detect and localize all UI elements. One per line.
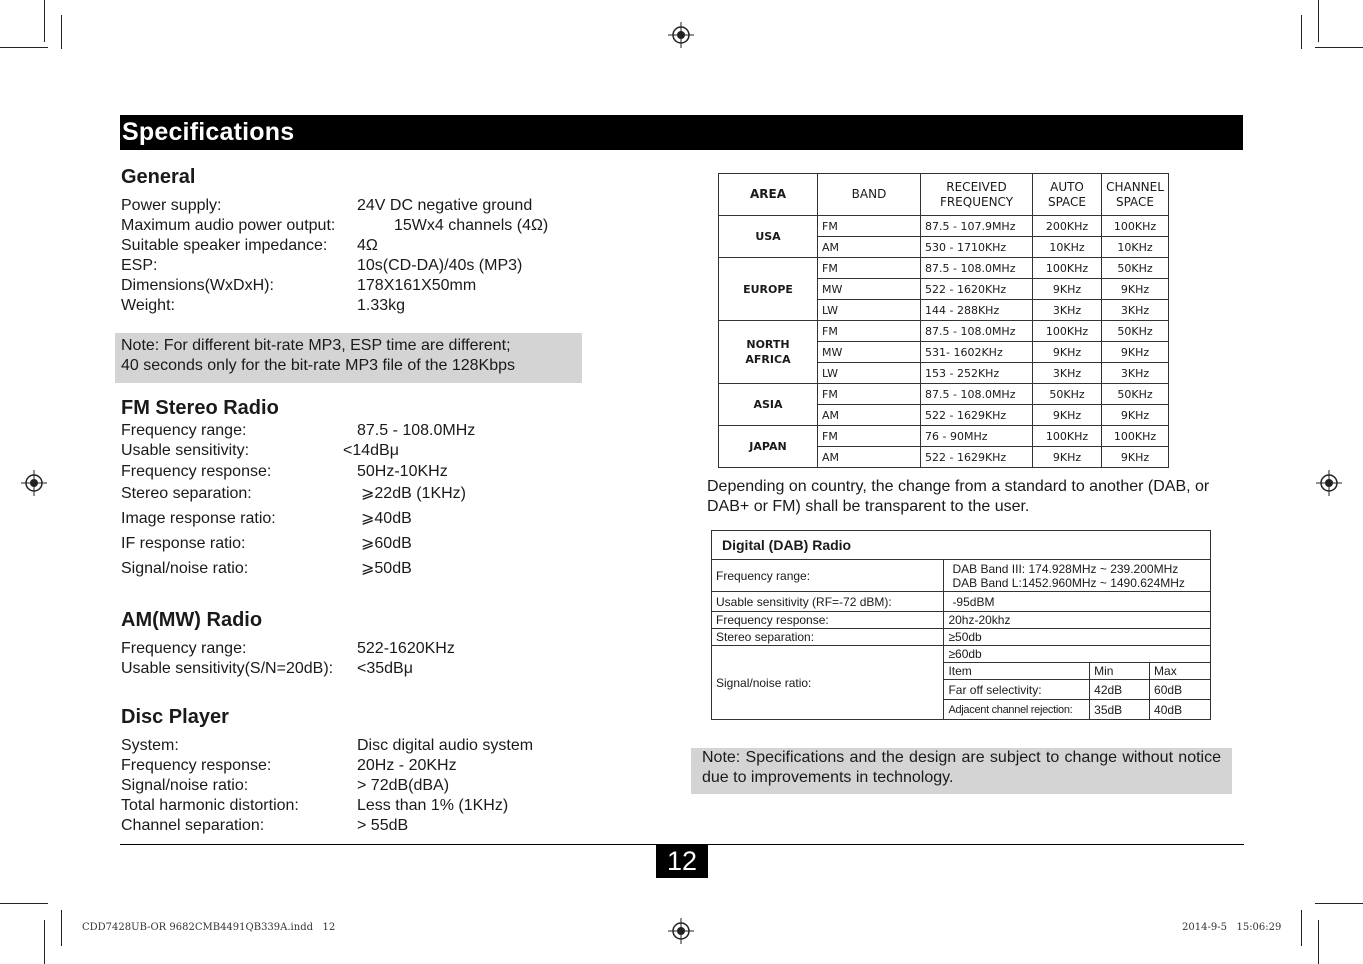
spec-label: System: xyxy=(121,737,179,754)
page-number: 12 xyxy=(656,844,708,878)
crop-mark xyxy=(61,15,62,49)
dab-value: 20hz-20khz xyxy=(944,612,1211,629)
spec-label: Signal/noise ratio: xyxy=(121,777,249,794)
sub-item: Adjacent channel rejection: xyxy=(944,700,1090,720)
dab-value: -95dBM xyxy=(944,592,1211,612)
crop-mark xyxy=(61,910,62,946)
spec-value: 50Hz-10KHz xyxy=(357,463,448,480)
band-cell: AM xyxy=(818,405,921,426)
auto-space-cell: 200KHz xyxy=(1033,216,1102,237)
section-title-disc: Disc Player xyxy=(121,706,229,728)
spec-value: Less than 1% (1KHz) xyxy=(357,797,509,814)
table-row xyxy=(719,258,1169,279)
freq-cell: 522 - 1629KHz xyxy=(921,447,1033,468)
channel-space-cell: 100KHz xyxy=(1102,426,1169,447)
channel-space-cell: 9KHz xyxy=(1102,447,1169,468)
dab-label: Frequency response: xyxy=(712,612,944,629)
crop-mark xyxy=(1318,0,1319,42)
freq-cell: 144 - 288KHz xyxy=(921,300,1033,321)
spec-value: 20Hz - 20KHz xyxy=(357,757,457,774)
spec-label: Weight: xyxy=(121,297,175,314)
freq-cell: 87.5 - 108.0MHz xyxy=(921,384,1033,405)
registration-mark-icon xyxy=(668,22,694,48)
spec-label: Frequency range: xyxy=(121,422,247,439)
table-header-row xyxy=(719,174,1169,216)
freq-cell: 87.5 - 108.0MHz xyxy=(921,258,1033,279)
spec-value: 178X161X50mm xyxy=(357,277,477,294)
esp-note-line: Note: For different bit-rate MP3, ESP time are different; xyxy=(121,337,511,354)
table-row xyxy=(712,592,1211,612)
freq-cell: 530 - 1710KHz xyxy=(921,237,1033,258)
band-cell: FM xyxy=(818,321,921,342)
table-header: BAND xyxy=(818,174,921,216)
spec-label: Channel separation: xyxy=(121,817,265,834)
table-row xyxy=(719,321,1169,342)
dab-label: Signal/noise ratio: xyxy=(712,646,944,720)
table-header: AREA xyxy=(719,174,818,216)
sub-header: Min xyxy=(1090,663,1150,680)
channel-space-cell: 10KHz xyxy=(1102,237,1169,258)
crop-mark xyxy=(44,920,45,964)
crop-mark xyxy=(1301,910,1302,946)
channel-space-cell: 100KHz xyxy=(1102,216,1169,237)
sub-max: 40dB xyxy=(1150,700,1211,720)
area-cell: USA xyxy=(719,216,818,258)
dab-value: ≥60db xyxy=(944,646,1211,663)
spec-label: Power supply: xyxy=(121,197,222,214)
dab-title: Digital (DAB) Radio xyxy=(712,531,1211,560)
spec-value: Disc digital audio system xyxy=(357,737,534,754)
table-row xyxy=(719,426,1169,447)
freq-cell: 87.5 - 108.0MHz xyxy=(921,321,1033,342)
band-cell: FM xyxy=(818,426,921,447)
crop-mark xyxy=(1315,47,1363,48)
change-note: Note: Specifications and the design are subject to change without notice due to improvements in technology. xyxy=(691,748,1232,794)
spec-value: 522-1620KHz xyxy=(357,640,455,657)
freq-cell: 76 - 90MHz xyxy=(921,426,1033,447)
auto-space-cell: 100KHz xyxy=(1033,426,1102,447)
slug-file: CDD7428UB-OR 9682CMB4491QB339A.indd 12 xyxy=(82,922,336,933)
auto-space-cell: 3KHz xyxy=(1033,363,1102,384)
spec-value: <14dBμ xyxy=(343,442,399,459)
table-header: AUTO SPACE xyxy=(1033,174,1102,216)
auto-space-cell: 9KHz xyxy=(1033,447,1102,468)
crop-mark xyxy=(1301,15,1302,49)
band-cell: AM xyxy=(818,237,921,258)
spec-label: Usable sensitivity(S/N=20dB): xyxy=(121,660,334,677)
dab-value: ≥50db xyxy=(944,629,1211,646)
auto-space-cell: 100KHz xyxy=(1033,258,1102,279)
dab-freq-line: DAB Band III: 174.928MHz ~ 239.200MHz xyxy=(952,561,1179,576)
auto-space-cell: 9KHz xyxy=(1033,279,1102,300)
crop-mark xyxy=(44,0,45,42)
sub-header: Item xyxy=(944,663,1090,680)
spec-label: Maximum audio power output: xyxy=(121,217,336,234)
freq-cell: 522 - 1620KHz xyxy=(921,279,1033,300)
spec-value: ⩾22dB (1KHz) xyxy=(361,485,466,502)
band-cell: LW xyxy=(818,363,921,384)
band-cell: FM xyxy=(818,258,921,279)
band-cell: MW xyxy=(818,279,921,300)
spec-value: ⩾50dB xyxy=(361,560,412,577)
spec-label: Image response ratio: xyxy=(121,510,276,527)
esp-note xyxy=(115,333,582,383)
area-cell: NORTH AFRICA xyxy=(719,321,818,384)
spec-label: Frequency response: xyxy=(121,757,272,774)
band-cell: AM xyxy=(818,447,921,468)
channel-space-cell: 9KHz xyxy=(1102,279,1169,300)
spec-value: 24V DC negative ground xyxy=(357,197,533,214)
crop-mark xyxy=(0,903,48,904)
auto-space-cell: 10KHz xyxy=(1033,237,1102,258)
table-row xyxy=(719,384,1169,405)
auto-space-cell: 9KHz xyxy=(1033,342,1102,363)
dab-label: Usable sensitivity (RF=-72 dBM): xyxy=(712,592,944,612)
table-row xyxy=(712,629,1211,646)
spec-value: ⩾60dB xyxy=(361,535,412,552)
spec-value: 87.5 - 108.0MHz xyxy=(357,422,476,439)
spec-label: Total harmonic distortion: xyxy=(121,797,299,814)
channel-space-cell: 50KHz xyxy=(1102,321,1169,342)
band-cell: FM xyxy=(818,384,921,405)
section-title-fm: FM Stereo Radio xyxy=(121,397,279,419)
dab-freq-line: DAB Band L:1452.960MHz ~ 1490.624MHz xyxy=(952,575,1185,590)
channel-space-cell: 3KHz xyxy=(1102,300,1169,321)
spec-label: Frequency response: xyxy=(121,463,272,480)
sub-max: 60dB xyxy=(1150,680,1211,700)
freq-cell: 87.5 - 107.9MHz xyxy=(921,216,1033,237)
freq-cell: 522 - 1629KHz xyxy=(921,405,1033,426)
registration-mark-icon xyxy=(668,918,694,944)
freq-cell: 153 - 252KHz xyxy=(921,363,1033,384)
spec-value: 4Ω xyxy=(357,237,378,254)
channel-space-cell: 50KHz xyxy=(1102,258,1169,279)
channel-space-cell: 50KHz xyxy=(1102,384,1169,405)
area-cell: EUROPE xyxy=(719,258,818,321)
channel-space-cell: 9KHz xyxy=(1102,405,1169,426)
auto-space-cell: 9KHz xyxy=(1033,405,1102,426)
auto-space-cell: 3KHz xyxy=(1033,300,1102,321)
spec-label: Usable sensitivity: xyxy=(121,442,250,459)
spec-value: 10s(CD-DA)/40s (MP3) xyxy=(357,257,523,274)
freq-cell: 531- 1602KHz xyxy=(921,342,1033,363)
spec-value: ⩾40dB xyxy=(361,510,412,527)
sub-item: Far off selectivity: xyxy=(944,680,1090,700)
spec-label: Signal/noise ratio: xyxy=(121,560,249,577)
sub-min: 42dB xyxy=(1090,680,1150,700)
dab-label: Frequency range: xyxy=(712,560,944,592)
table-row xyxy=(712,560,1211,592)
page-title: Specifications xyxy=(120,115,1243,150)
channel-space-cell: 3KHz xyxy=(1102,363,1169,384)
dab-value xyxy=(944,560,1211,592)
spec-label: IF response ratio: xyxy=(121,535,246,552)
area-cell: ASIA xyxy=(719,384,818,426)
spec-value: 15Wx4 channels (4Ω) xyxy=(394,217,549,234)
section-title-general: General xyxy=(121,166,196,188)
sub-min: 35dB xyxy=(1090,700,1150,720)
section-title-am: AM(MW) Radio xyxy=(121,609,263,631)
area-cell: JAPAN xyxy=(719,426,818,468)
spec-value: <35dBμ xyxy=(357,660,413,677)
band-cell: LW xyxy=(818,300,921,321)
dab-label: Stereo separation: xyxy=(712,629,944,646)
spec-label: Stereo separation: xyxy=(121,485,252,502)
spec-value: > 72dB(dBA) xyxy=(357,777,450,794)
band-cell: FM xyxy=(818,216,921,237)
spec-label: Frequency range: xyxy=(121,640,247,657)
table-row xyxy=(712,612,1211,629)
spec-label: Suitable speaker impedance: xyxy=(121,237,328,254)
spec-value: > 55dB xyxy=(357,817,409,834)
table-row xyxy=(712,646,1211,663)
band-cell: MW xyxy=(818,342,921,363)
crop-mark xyxy=(0,47,48,48)
registration-mark-icon xyxy=(21,470,47,496)
area-frequency-table xyxy=(718,173,1169,468)
auto-space-cell: 100KHz xyxy=(1033,321,1102,342)
table-header: RECEIVED FREQUENCY xyxy=(921,174,1033,216)
crop-mark xyxy=(1315,903,1363,904)
table-header-row xyxy=(712,531,1211,560)
registration-mark-icon xyxy=(1316,470,1342,496)
spec-label: ESP: xyxy=(121,257,158,274)
country-note: Depending on country, the change from a standard to another (DAB, or DAB+ or FM) shall be transparent to the user. xyxy=(707,478,1210,515)
table-header: CHANNEL SPACE xyxy=(1102,174,1169,216)
sub-header: Max xyxy=(1150,663,1211,680)
table-row xyxy=(719,216,1169,237)
spec-value: 1.33kg xyxy=(357,297,406,314)
esp-note-line: 40 seconds only for the bit-rate MP3 file of the 128Kbps xyxy=(121,357,516,374)
slug-date: 2014-9-5 15:06:29 xyxy=(1182,922,1282,933)
auto-space-cell: 50KHz xyxy=(1033,384,1102,405)
crop-mark xyxy=(1318,920,1319,964)
spec-label: Dimensions(WxDxH): xyxy=(121,277,274,294)
dab-spec-table xyxy=(711,530,1211,720)
channel-space-cell: 9KHz xyxy=(1102,342,1169,363)
